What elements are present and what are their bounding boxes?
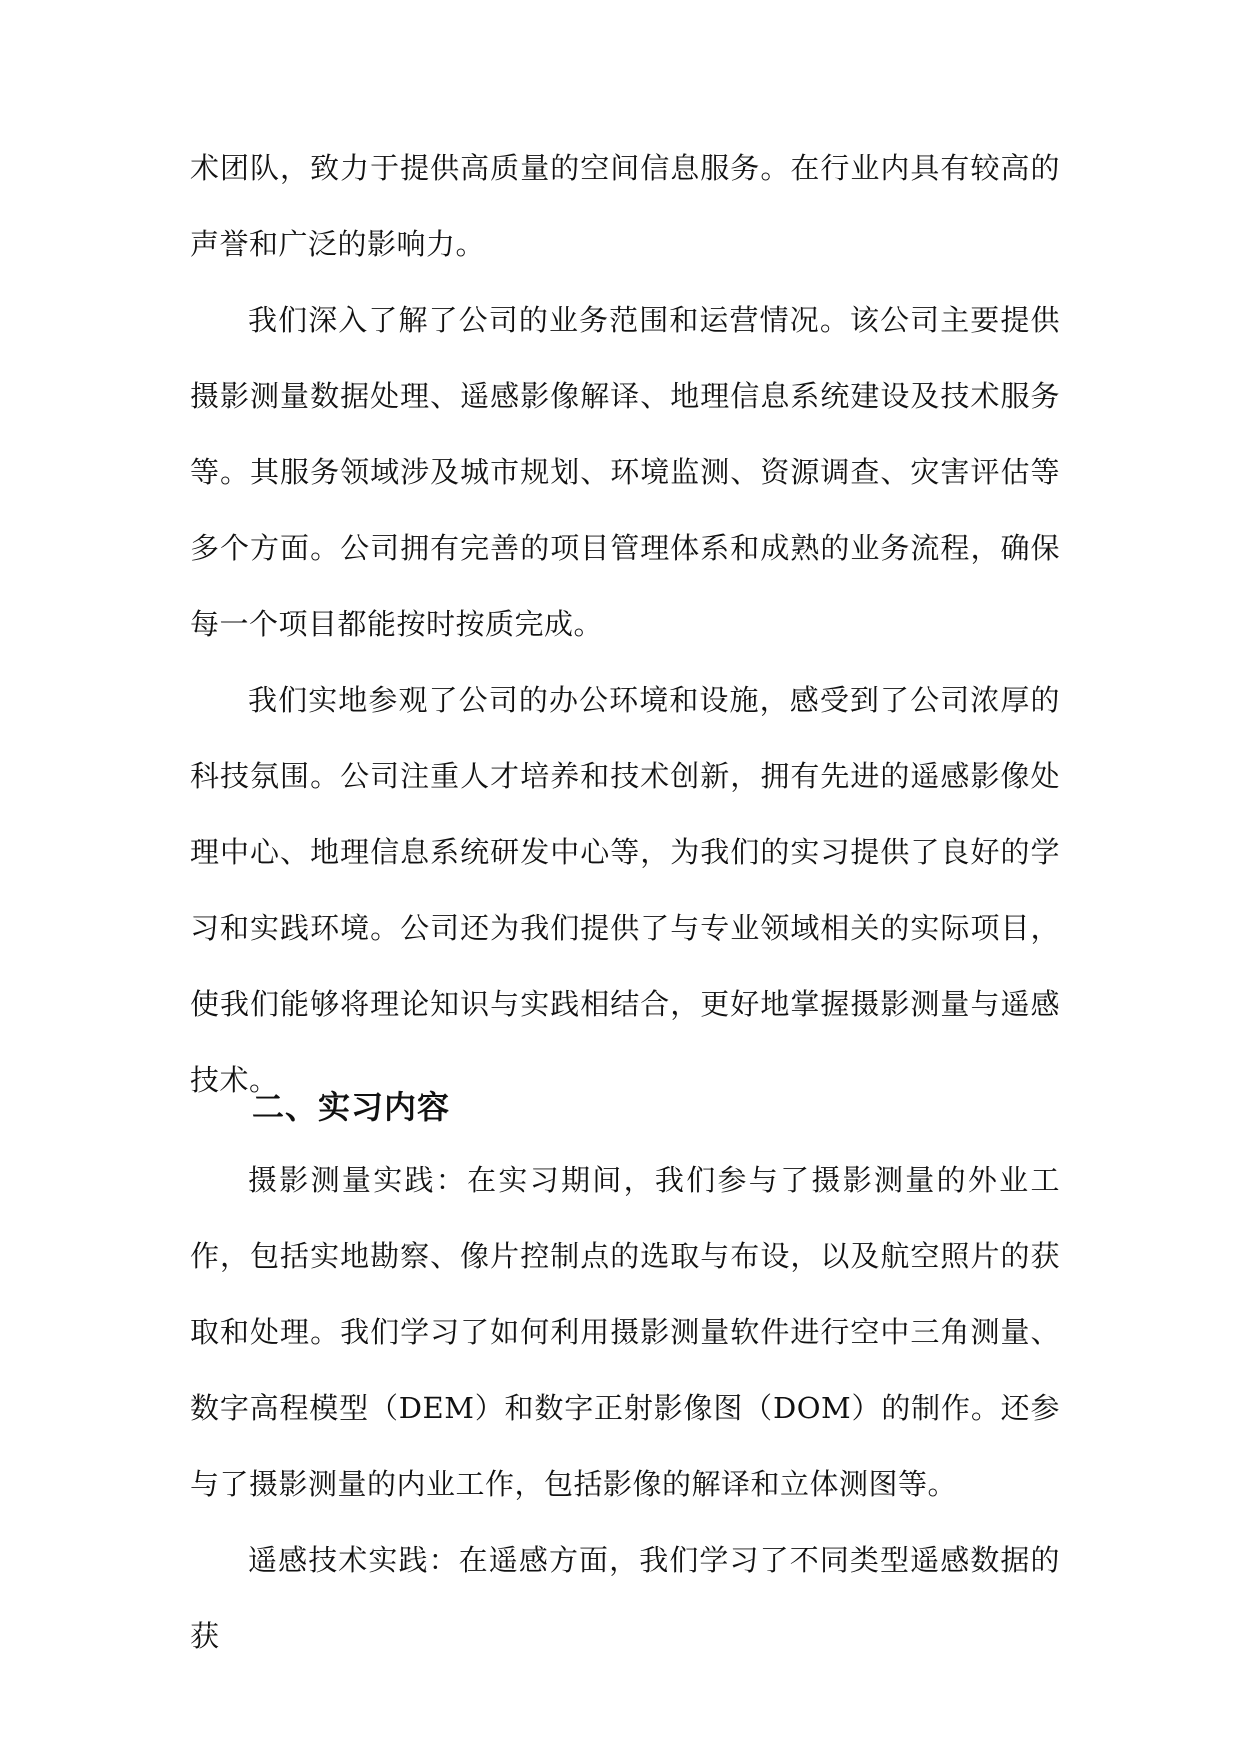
body-text-bottom [190, 1142, 1060, 1674]
section-heading: 二、实习内容 [252, 1088, 451, 1126]
paragraph-photogrammetry-practice: 摄影测量实践：在实习期间，我们参与了摄影测量的外业工作，包括实地勘察、像片控制点的选取与布设，以及航空照片的获取和处理。我们学习了如何利用摄影测量软件进行空中三角测量、数字高程模型（DEM）和数字正射影像图（DOM）的制作。还参与了摄影测量的内业工作，包括影像的解译和立体测图等。 [190, 1163, 1060, 1501]
body-text-top [190, 130, 1060, 1118]
paragraph-remote-sensing-practice: 遥感技术实践：在遥感方面，我们学习了不同类型遥感数据的获 [190, 1543, 1060, 1653]
paragraph-continued: 术团队，致力于提供高质量的空间信息服务。在行业内具有较高的声誉和广泛的影响力。 [190, 151, 1060, 261]
paragraph-business-scope: 我们深入了解了公司的业务范围和运营情况。该公司主要提供摄影测量数据处理、遥感影像解译、地理信息系统建设及技术服务等。其服务领域涉及城市规划、环境监测、资源调查、灾害评估等多个方面。公司拥有完善的项目管理体系和成熟的业务流程，确保每一个项目都能按时按质完成。 [190, 303, 1060, 641]
paragraph-office-visit: 我们实地参观了公司的办公环境和设施，感受到了公司浓厚的科技氛围。公司注重人才培养和技术创新，拥有先进的遥感影像处理中心、地理信息系统研发中心等，为我们的实习提供了良好的学习和实践环境。公司还为我们提供了与专业领域相关的实际项目，使我们能够将理论知识与实践相结合，更好地掌握摄影测量与遥感技术。 [190, 683, 1060, 1097]
